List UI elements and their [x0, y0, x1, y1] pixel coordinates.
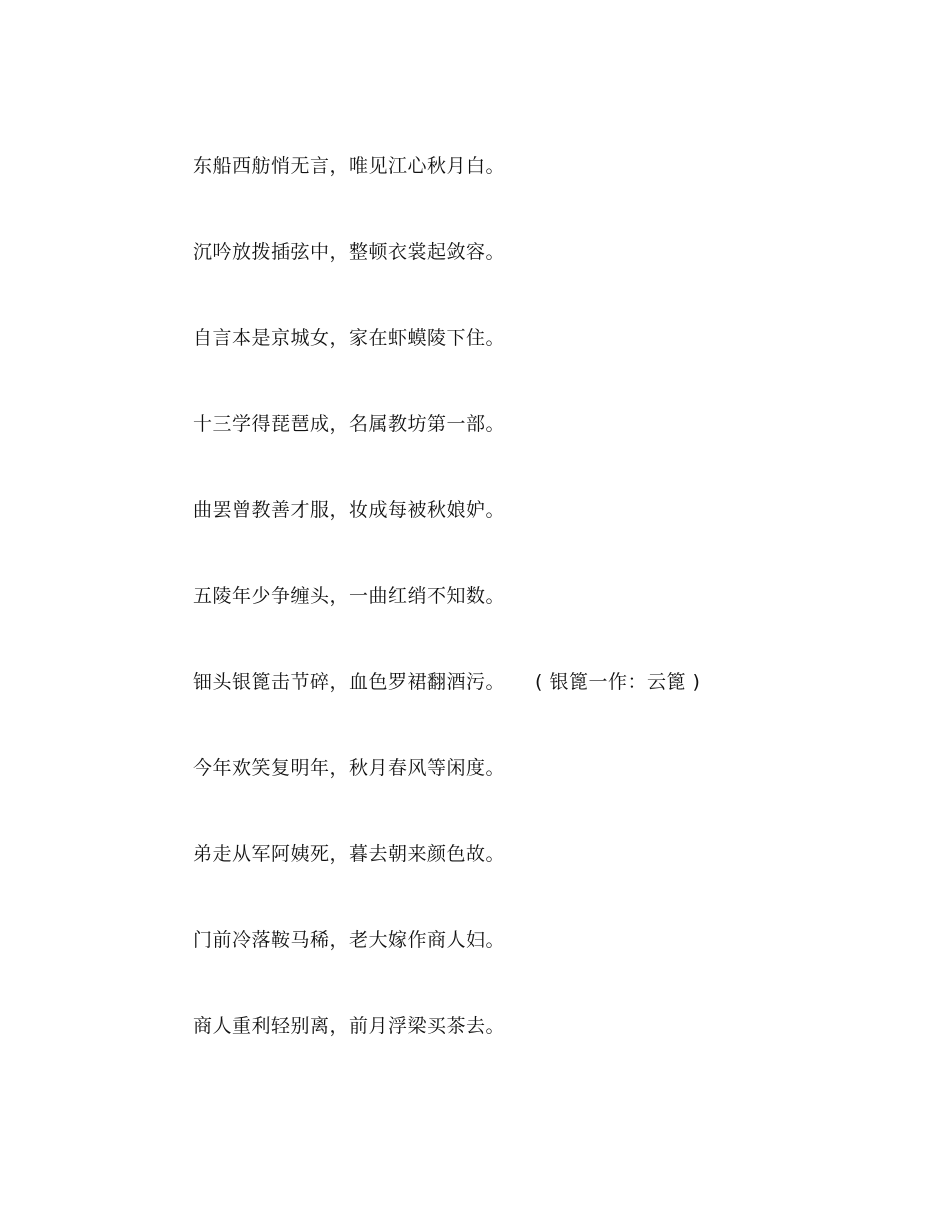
line-second-half: 秋月春风等闲度。	[349, 757, 506, 779]
poem-line	[193, 754, 700, 840]
line-second-half: 暮去朝来颜色故。	[349, 843, 506, 865]
line-first-half: 门前冷落鞍马稀，	[193, 929, 350, 951]
poem-line	[193, 582, 700, 668]
line-second-half: 整顿衣裳起敛容。	[349, 241, 506, 263]
line-second-half: 一曲红绡不知数。	[349, 585, 506, 607]
line-second-half: 前月浮梁买茶去。	[349, 1015, 506, 1037]
line-second-half: 名属教坊第一部。	[349, 413, 506, 435]
poem-line	[193, 926, 700, 1012]
line-first-half: 今年欢笑复明年，	[193, 757, 350, 779]
line-second-half: 老大嫁作商人妇。	[349, 929, 506, 951]
line-first-half: 自言本是京城女，	[193, 327, 350, 349]
poem-line	[193, 324, 700, 410]
poem-line	[193, 238, 700, 324]
variant-note: ( 银篦一作：云篦 )	[535, 671, 701, 693]
line-first-half: 五陵年少争缠头，	[193, 585, 350, 607]
line-first-half: 钿头银篦击节碎，	[193, 671, 350, 693]
poem-line	[193, 410, 700, 496]
line-first-half: 东船西舫悄无言，	[193, 155, 350, 177]
line-second-half: 唯见江心秋月白。	[349, 155, 506, 177]
poem-line	[193, 152, 700, 238]
line-second-half: 血色罗裙翻酒污。	[349, 671, 506, 693]
line-second-half: 妆成每被秋娘妒。	[349, 499, 506, 521]
poem-line	[193, 840, 700, 926]
poem-line	[193, 496, 700, 582]
line-first-half: 弟走从军阿姨死，	[193, 843, 350, 865]
line-first-half: 沉吟放拨插弦中，	[193, 241, 350, 263]
poem-line	[193, 668, 700, 754]
poem-line	[193, 1012, 700, 1098]
poem-lines	[193, 152, 700, 1098]
line-first-half: 商人重利轻别离，	[193, 1015, 350, 1037]
line-second-half: 家在虾蟆陵下住。	[349, 327, 506, 349]
line-first-half: 曲罢曾教善才服，	[193, 499, 350, 521]
line-first-half: 十三学得琵琶成，	[193, 413, 350, 435]
